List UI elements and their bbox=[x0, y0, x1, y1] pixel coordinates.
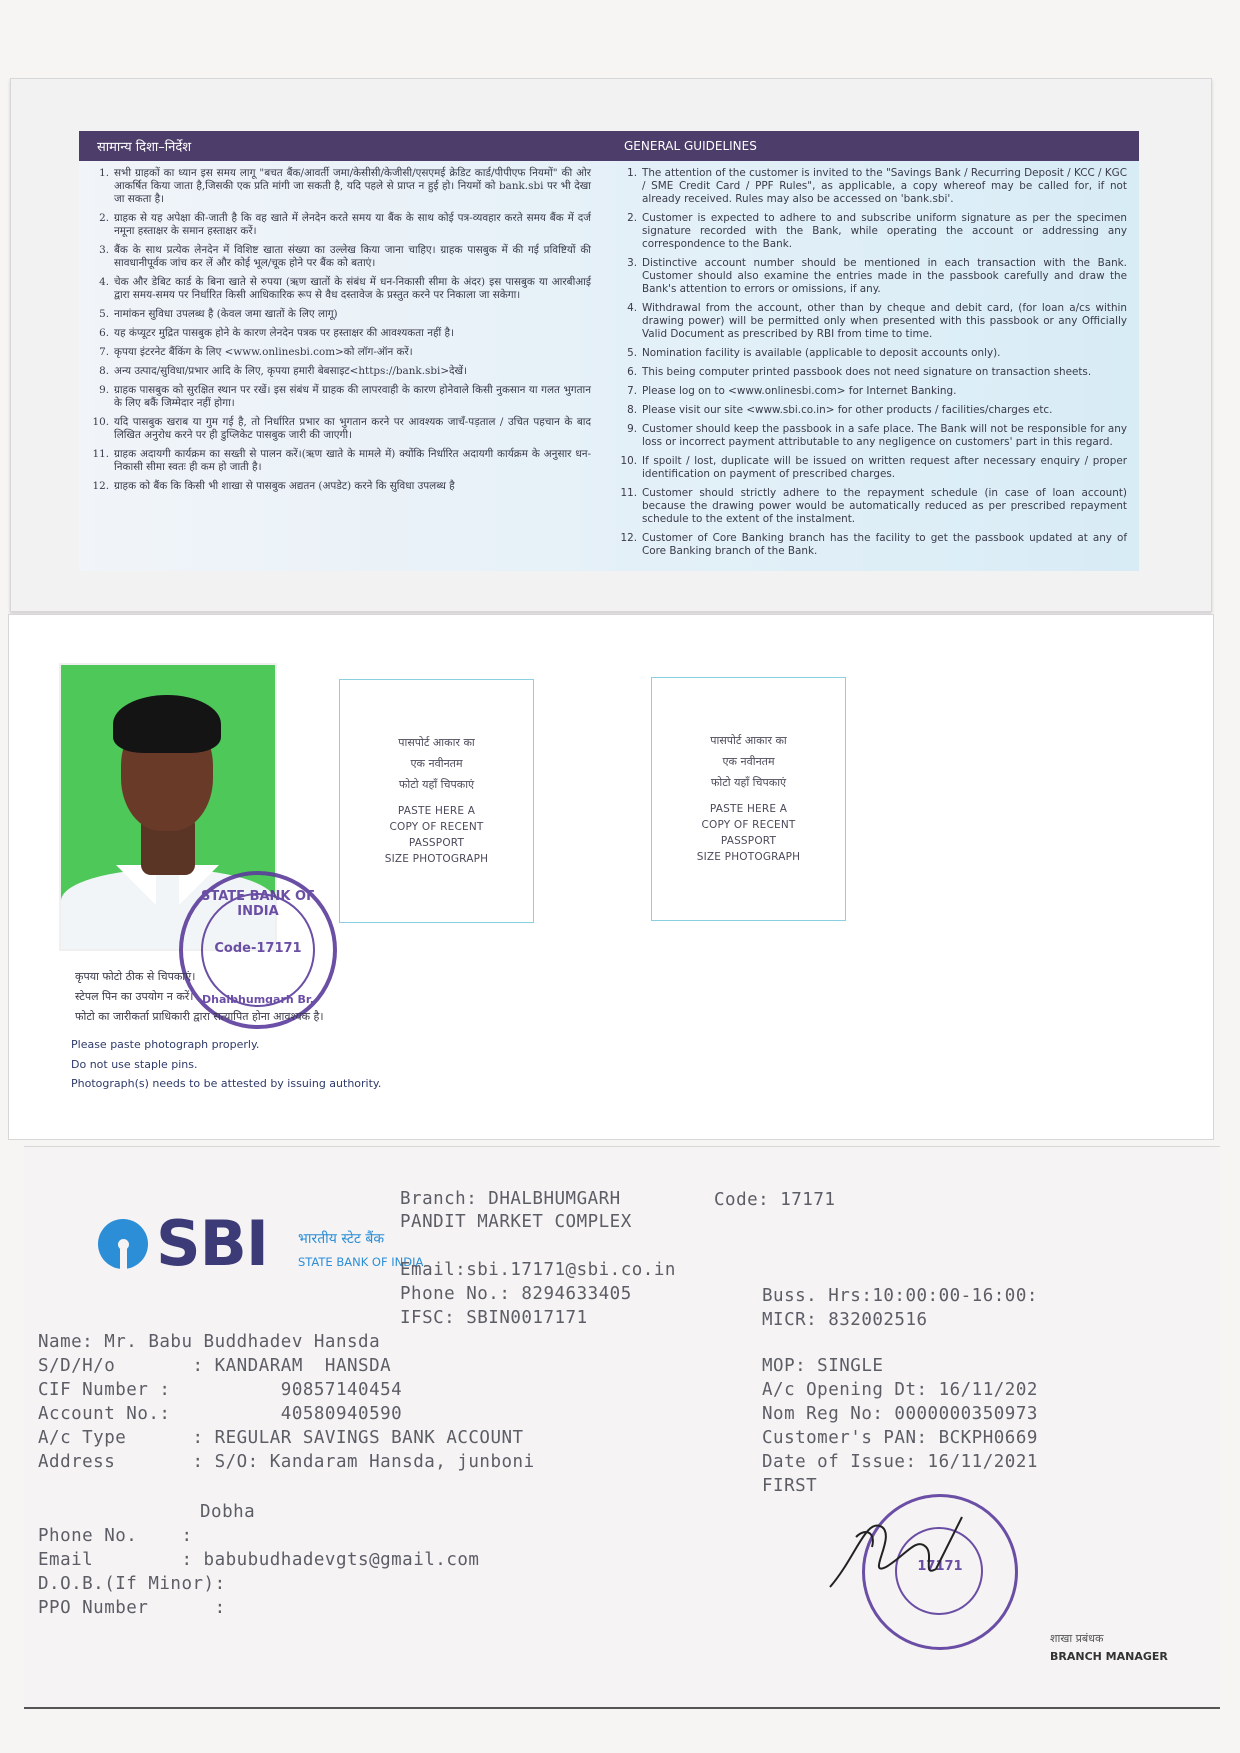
manager-stamp: 17171 bbox=[862, 1494, 1018, 1650]
dob-minor: D.O.B.(If Minor): bbox=[38, 1574, 226, 1594]
branch-address: PANDIT MARKET COMPLEX bbox=[400, 1212, 632, 1232]
guideline-number: 11. bbox=[92, 448, 109, 460]
branch-manager-hindi: शाखा प्रबंधक bbox=[1050, 1632, 1104, 1645]
guideline-number: 12. bbox=[620, 532, 637, 544]
guideline-item bbox=[91, 480, 591, 493]
guideline-text: Please log on to <www.onlinesbi.com> for Internet Banking. bbox=[642, 385, 957, 397]
guideline-text: Customer is expected to adhere to and subscribe uniform signature as per the specimen signature recorded with the Bank, while operating the account or addressing any correspondence to the Bank. bbox=[642, 212, 1127, 250]
guideline-item bbox=[619, 167, 1127, 206]
guideline-item bbox=[619, 404, 1127, 417]
guidelines-title-hindi: सामान्य दिशा–निर्देश bbox=[97, 140, 192, 155]
opening-date: A/c Opening Dt: 16/11/202 bbox=[762, 1380, 1038, 1400]
guidelines-header bbox=[79, 131, 1139, 161]
guideline-number: 11. bbox=[620, 487, 637, 499]
guideline-number: 4. bbox=[99, 276, 109, 288]
business-hours: Buss. Hrs:10:00:00-16:00: bbox=[762, 1286, 1038, 1306]
branch-ifsc: IFSC: SBIN0017171 bbox=[400, 1308, 588, 1328]
guideline-item bbox=[91, 327, 591, 340]
address-line-2: Dobha bbox=[200, 1502, 256, 1522]
guideline-text: The attention of the customer is invited to the "Savings Bank / Recurring Deposit / KCC / KGC / SME Credit Card / PPF Rules", as applicable, a copy whereof may be called for, if not already received. Rules may also be accessed on 'bank.sbi'. bbox=[642, 167, 1127, 205]
guideline-number: 3. bbox=[99, 244, 109, 256]
branch-code: Code: 17171 bbox=[714, 1190, 836, 1210]
guideline-number: 4. bbox=[627, 302, 637, 314]
nomination-reg: Nom Reg No: 0000000350973 bbox=[762, 1404, 1038, 1424]
guideline-text: If spoilt / lost, duplicate will be issued on written request after necessary enquiry / proper identification on payment of prescribed charges. bbox=[642, 455, 1127, 480]
guideline-number: 6. bbox=[99, 327, 109, 339]
guideline-item bbox=[619, 366, 1127, 379]
guideline-number: 2. bbox=[627, 212, 637, 224]
guideline-item bbox=[91, 167, 591, 206]
guideline-item bbox=[619, 455, 1127, 481]
guideline-item bbox=[619, 487, 1127, 526]
guideline-text: चेक और डेबिट कार्ड के बिना खाते से रुपया (ऋण खातों के संबंध में धन-निकासी सीमा के अंदर) इस पासबुक या आरबीआई द्वारा समय-समय पर निर्धारित किसी आधिकारिक रूप से वैध दस्तावेज के प्रस्तुत करने पर निकाला जा सकेगा। bbox=[114, 276, 591, 301]
mode-of-operation: MOP: SINGLE bbox=[762, 1356, 884, 1376]
guideline-text: नामांकन सुविधा उपलब्ध है (केवल जमा खातों के लिए लागू) bbox=[114, 308, 338, 320]
phone-number: Phone No. : bbox=[38, 1526, 193, 1546]
customer-name: Name: Mr. Babu Buddhadev Hansda bbox=[38, 1332, 381, 1352]
guideline-item bbox=[91, 365, 591, 378]
guideline-item bbox=[619, 423, 1127, 449]
manager-signature bbox=[826, 1497, 966, 1607]
guideline-text: Distinctive account number should be mentioned in each transaction with the Bank. Customer should also examine the entries made in the passbook carefully and draw the Bank's attention to errors or omissions, if any. bbox=[642, 257, 1127, 295]
guideline-item bbox=[91, 308, 591, 321]
guidelines-page bbox=[10, 78, 1212, 612]
guideline-text: Customer should keep the passbook in a safe place. The Bank will not be responsible for any loss or incorrect payment attributable to any negligence on customers' part in this regard. bbox=[642, 423, 1127, 448]
guideline-text: ग्राहक पासबुक को सुरक्षित स्थान पर रखें। इस संबंध में ग्राहक की लापरवाही के कारण होनेवाले किसी नुकसान या गलत भुगतान के लिए बकैं जिम्मेदार नहीं होगा। bbox=[114, 384, 591, 409]
guideline-item bbox=[91, 244, 591, 270]
guideline-text: Customer of Core Banking branch has the facility to get the passbook updated at any of Core Banking branch of the Bank. bbox=[642, 532, 1127, 557]
guideline-item bbox=[91, 212, 591, 238]
branch-stamp: STATE BANK OF INDIA Code-17171 Dhalbhumgarh Br. bbox=[179, 871, 337, 1029]
guideline-text: ग्राहक से यह अपेक्षा की-जाती है कि वह खाते में लेनदेन करते समय या बैंक के साथ कोई पत्र-व्यवहार करते समय बैंक में दर्ज नमूना हस्ताक्षर के समान हस्ताक्षर करें। bbox=[114, 212, 591, 237]
guideline-text: This being computer printed passbook does not need signature on transaction sheets. bbox=[642, 366, 1092, 378]
guideline-number: 9. bbox=[99, 384, 109, 396]
guideline-number: 10. bbox=[92, 416, 109, 428]
account-number: Account No.: 40580940590 bbox=[38, 1404, 403, 1424]
micr-code: MICR: 832002516 bbox=[762, 1310, 928, 1330]
guideline-text: ग्राहक अदायगी कार्यक्रम का सख्ती से पालन करें।(ऋण खाते के मामले में) क्योंकि निर्धारित अदायगी कार्यक्रम के अनुसार धन-निकासी सीमा स्वतः ही कम हो जाती है। bbox=[114, 448, 591, 473]
photo-notes-english: Please paste photograph properly. Do not use staple pins. Photograph(s) needs to be attested by issuing authority. bbox=[71, 1038, 382, 1090]
guideline-text: ग्राहक को बैंक कि किसी भी शाखा से पासबुक अद्यतन (अपडेट) करने कि सुविधा उपलब्ध है bbox=[114, 480, 455, 492]
photo-notes-hindi: कृपया फोटो ठीक से चिपकाएं। स्टेपल पिन का उपयोग न करें। फोटो का जारीकर्ता प्राधिकारी द्वारा सत्यापित होना आवश्यक है। bbox=[75, 970, 324, 1023]
guidelines-hindi-list bbox=[91, 167, 591, 499]
ppo-number: PPO Number : bbox=[38, 1598, 226, 1618]
guideline-text: बैंक के साथ प्रत्येक लेनदेन में विशिष्ट खाता संख्या का उल्लेख किया जाना चाहिए। ग्राहक पासबुक में की गई प्रविष्टियों की सावधानीपूर्वक जांच कर लें और कोई भूल/चूक होने पर बैंक को बताएं। bbox=[114, 244, 591, 269]
guideline-number: 9. bbox=[627, 423, 637, 435]
guideline-text: Withdrawal from the account, other than by cheque and debit card, (for loan a/cs within drawing power) will be permitted only when presented with this passbook or any Officially Valid Document as prescribed by RBI from time to time. bbox=[642, 302, 1127, 340]
guideline-text: कृपया इंटरनेट बैंकिंग के लिए <www.onlinesbi.com>को लॉग-ऑन करें। bbox=[114, 346, 413, 358]
guideline-number: 1. bbox=[627, 167, 637, 179]
guideline-number: 8. bbox=[99, 365, 109, 377]
guideline-number: 7. bbox=[99, 346, 109, 358]
photo-page bbox=[8, 614, 1214, 1140]
guidelines-body bbox=[79, 161, 1139, 571]
account-type: A/c Type : REGULAR SAVINGS BANK ACCOUNT bbox=[38, 1428, 524, 1448]
guideline-number: 8. bbox=[627, 404, 637, 416]
relation: S/D/H/o : KANDARAM HANSDA bbox=[38, 1356, 392, 1376]
guideline-number: 1. bbox=[99, 167, 109, 179]
photo-placeholder-1: पासपोर्ट आकार का एक नवीनतम फोटो यहाँ चिपकाएं PASTE HERE A COPY OF RECENT PASSPORT SIZE PHOTOGRAPH bbox=[339, 679, 534, 923]
guideline-item bbox=[91, 384, 591, 410]
guideline-item bbox=[91, 276, 591, 302]
branch-manager-english: BRANCH MANAGER bbox=[1050, 1650, 1168, 1663]
guideline-text: यह कंप्यूटर मुद्रित पासबुक होने के कारण लेनदेन पत्रक पर हस्ताक्षर की आवश्यकता नहीं है। bbox=[114, 327, 454, 339]
account-details-page: SBI भारतीय स्टेट बैंक STATE BANK OF INDIA bbox=[24, 1146, 1220, 1709]
cif-number: CIF Number : 90857140454 bbox=[38, 1380, 403, 1400]
guideline-item bbox=[619, 212, 1127, 251]
guideline-item bbox=[91, 346, 591, 359]
guideline-item bbox=[619, 302, 1127, 341]
guideline-number: 10. bbox=[620, 455, 637, 467]
guideline-number: 7. bbox=[627, 385, 637, 397]
guideline-item bbox=[619, 347, 1127, 360]
bank-name-hindi: भारतीय स्टेट बैंक bbox=[298, 1231, 385, 1247]
guideline-text: Customer should strictly adhere to the repayment schedule (in case of loan account) because the drawing power would be automatically reduced as per prescribed repayment schedule to the extent of the instalment. bbox=[642, 487, 1127, 525]
sbi-keyhole-icon bbox=[98, 1219, 148, 1269]
issue-date: Date of Issue: 16/11/2021 bbox=[762, 1452, 1038, 1472]
email: Email : babubudhadevgts@gmail.com bbox=[38, 1550, 480, 1570]
guideline-number: 6. bbox=[627, 366, 637, 378]
guideline-text: यदि पासबुक खराब या गुम गई है, तो निर्धारित प्रभार का भुगतान करने पर आवश्यक जाचँ-पड़ताल / उचित पहचान के बाद लिखित अनुरोध करने पर ही डुप्लिकेट पासबुक जारी की जाएगी। bbox=[114, 416, 591, 441]
photo-placeholder-2: पासपोर्ट आकार का एक नवीनतम फोटो यहाँ चिपकाएं PASTE HERE A COPY OF RECENT PASSPORT SIZE PHOTOGRAPH bbox=[651, 677, 846, 921]
guideline-number: 12. bbox=[92, 480, 109, 492]
guideline-item bbox=[619, 385, 1127, 398]
guideline-item bbox=[91, 448, 591, 474]
guideline-number: 3. bbox=[627, 257, 637, 269]
passbook-first: FIRST bbox=[762, 1476, 818, 1496]
branch-line: Branch: DHALBHUMGARH bbox=[400, 1189, 621, 1209]
guideline-item bbox=[619, 532, 1127, 558]
guideline-item bbox=[619, 257, 1127, 296]
address: Address : S/O: Kandaram Hansda, junboni bbox=[38, 1452, 535, 1472]
guideline-item bbox=[91, 416, 591, 442]
bank-name-english: STATE BANK OF INDIA bbox=[298, 1255, 424, 1269]
guideline-text: Nomination facility is available (applicable to deposit accounts only). bbox=[642, 347, 1001, 359]
guideline-number: 2. bbox=[99, 212, 109, 224]
guideline-text: अन्य उत्पाद/सुविधा/प्रभार आदि के लिए, कृपया हमारी बेबसाइट<https://bank.sbi>देखें। bbox=[114, 365, 467, 377]
guideline-text: सभी ग्राहकों का ध्यान इस समय लागू "बचत बैंक/आवर्ती जमा/केसीसी/केजीसी/एसएमई क्रेडिट कार्ड/पीपीएफ नियमों" की ओर आकर्षित किया जाता है,जिसकी एक प्रति मांगी जा सकती है, यदि पहले से प्राप्त न हुई हो। नियमों को bank.sbi पर भी देखा जा सकता है। bbox=[114, 167, 591, 205]
guideline-text: Please visit our site <www.sbi.co.in> for other products / facilities/charges etc. bbox=[642, 404, 1053, 416]
branch-phone: Phone No.: 8294633405 bbox=[400, 1284, 632, 1304]
guideline-number: 5. bbox=[99, 308, 109, 320]
guideline-number: 5. bbox=[627, 347, 637, 359]
branch-email: Email:sbi.17171@sbi.co.in bbox=[400, 1260, 676, 1280]
guidelines-english-list bbox=[619, 167, 1127, 564]
guidelines-title-english: GENERAL GUIDELINES bbox=[624, 139, 757, 153]
customer-pan: Customer's PAN: BCKPH0669 bbox=[762, 1428, 1038, 1448]
